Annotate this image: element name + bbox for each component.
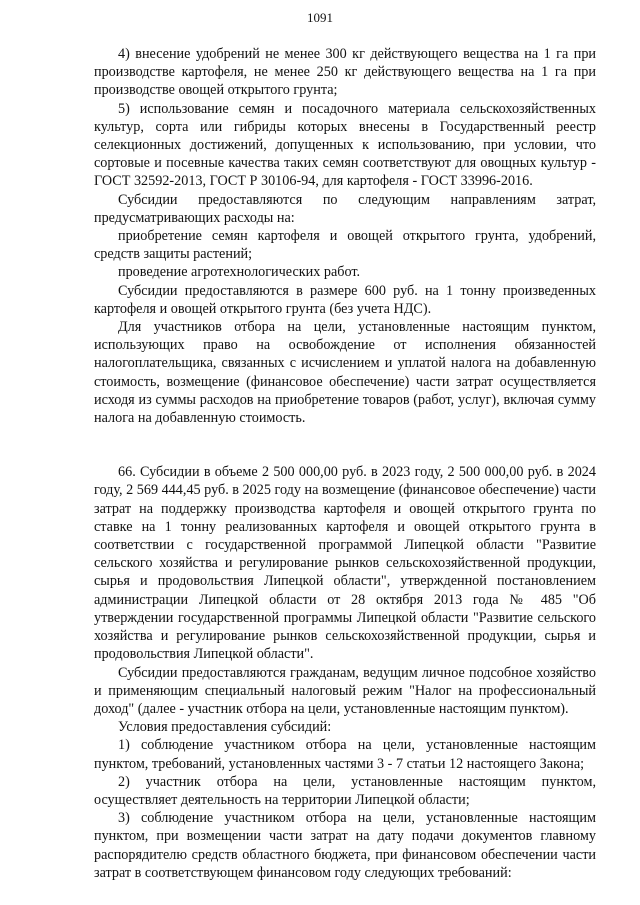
paragraph-cost-directions: Субсидии предоставляются по следующим направлениям затрат, предусматривающих расходы на: (94, 191, 596, 226)
paragraph-item-66: 66. Субсидии в объеме 2 500 000,00 руб. в 2023 году, 2 500 000,00 руб. в 2024 году, 2 569 444,45 руб. в 2025 году на возмещение (финансовое обеспечение) части затрат на поддержку производства картофеля и овощей открытого грунта по ставке на 1 тонну реализованных картофеля и овощей открытого грунта в соответствии с государственной программой Липецкой области "Развитие сельского хозяйства и регулирование рынков сельскохозяйственной продукции, сырья и продовольствия Липецкой области", утвержденной постановлением администрации Липецкой области от 28 октября 2013 года № 485 "Об утверждении государственной программы Липецкой области "Развитие сельского хозяйства и регулирование рынков сельскохозяйственной продукции, сырья и продовольствия Липецкой области". (94, 464, 596, 663)
paragraph-fertilizer: 4) внесение удобрений не менее 300 кг действующего вещества на 1 га при производстве картофеля, не менее 250 кг действующего вещества на 1 га при производстве овощей открытого грунта; (94, 46, 596, 99)
paragraph-agrotech: проведение агротехнологических работ. (118, 264, 361, 281)
section-gap (94, 427, 596, 463)
page-number: 1091 (307, 10, 333, 25)
paragraph-conditions-heading: Условия предоставления субсидий: (118, 719, 332, 736)
paragraph-condition-1: 1) соблюдение участником отбора на цели, установленные настоящим пунктом, требований, установленных частями 3 - 7 статьи 12 настоящего Закона; (94, 737, 596, 772)
document-body (94, 45, 596, 882)
paragraph-condition-2: 2) участник отбора на цели, установленные настоящим пунктом, осуществляет деятельность на территории Липецкой области; (94, 773, 596, 808)
paragraph-recipients: Субсидии предоставляются гражданам, ведущим личное подсобное хозяйство и применяющим специальный налоговый режим "Налог на профессиональный доход" (далее - участник отбора на цели, установленные настоящим пунктом). (94, 664, 596, 717)
paragraph-vat: Для участников отбора на цели, установленные настоящим пунктом, использующих право на освобождение от исполнения обязанностей налогоплательщика, связанных с исчислением и уплатой налога на добавленную стоимость, возмещение (финансовое обеспечение) части затрат осуществляется исходя из суммы расходов на приобретение товаров (работ, услуг), включая сумму налога на добавленную стоимость. (94, 319, 596, 427)
paragraph-seed-purchase: приобретение семян картофеля и овощей открытого грунта, удобрений, средств защиты растений; (94, 228, 596, 263)
paragraph-seeds: 5) использование семян и посадочного материала сельскохозяйственных культур, сорта или гибриды которых внесены в Государственный реестр селекционных достижений, допущенных к использованию, при условии, что сортовые и посевные качества таких семян соответствуют для овощных культур - ГОСТ 32592-2013, ГОСТ Р 30106-94, для картофеля - ГОСТ 33996-2016. (94, 100, 596, 190)
paragraph-condition-3: 3) соблюдение участником отбора на цели, установленные настоящим пунктом, при возмещении части затрат на дату подачи документов главному распорядителю средств областного бюджета, при финансовом обеспечении части затрат в соответствующем финансовом году следующих требований: (94, 810, 596, 881)
paragraph-subsidy-rate: Субсидии предоставляются в размере 600 руб. на 1 тонну произведенных картофеля и овощей открытого грунта (без учета НДС). (94, 282, 596, 317)
